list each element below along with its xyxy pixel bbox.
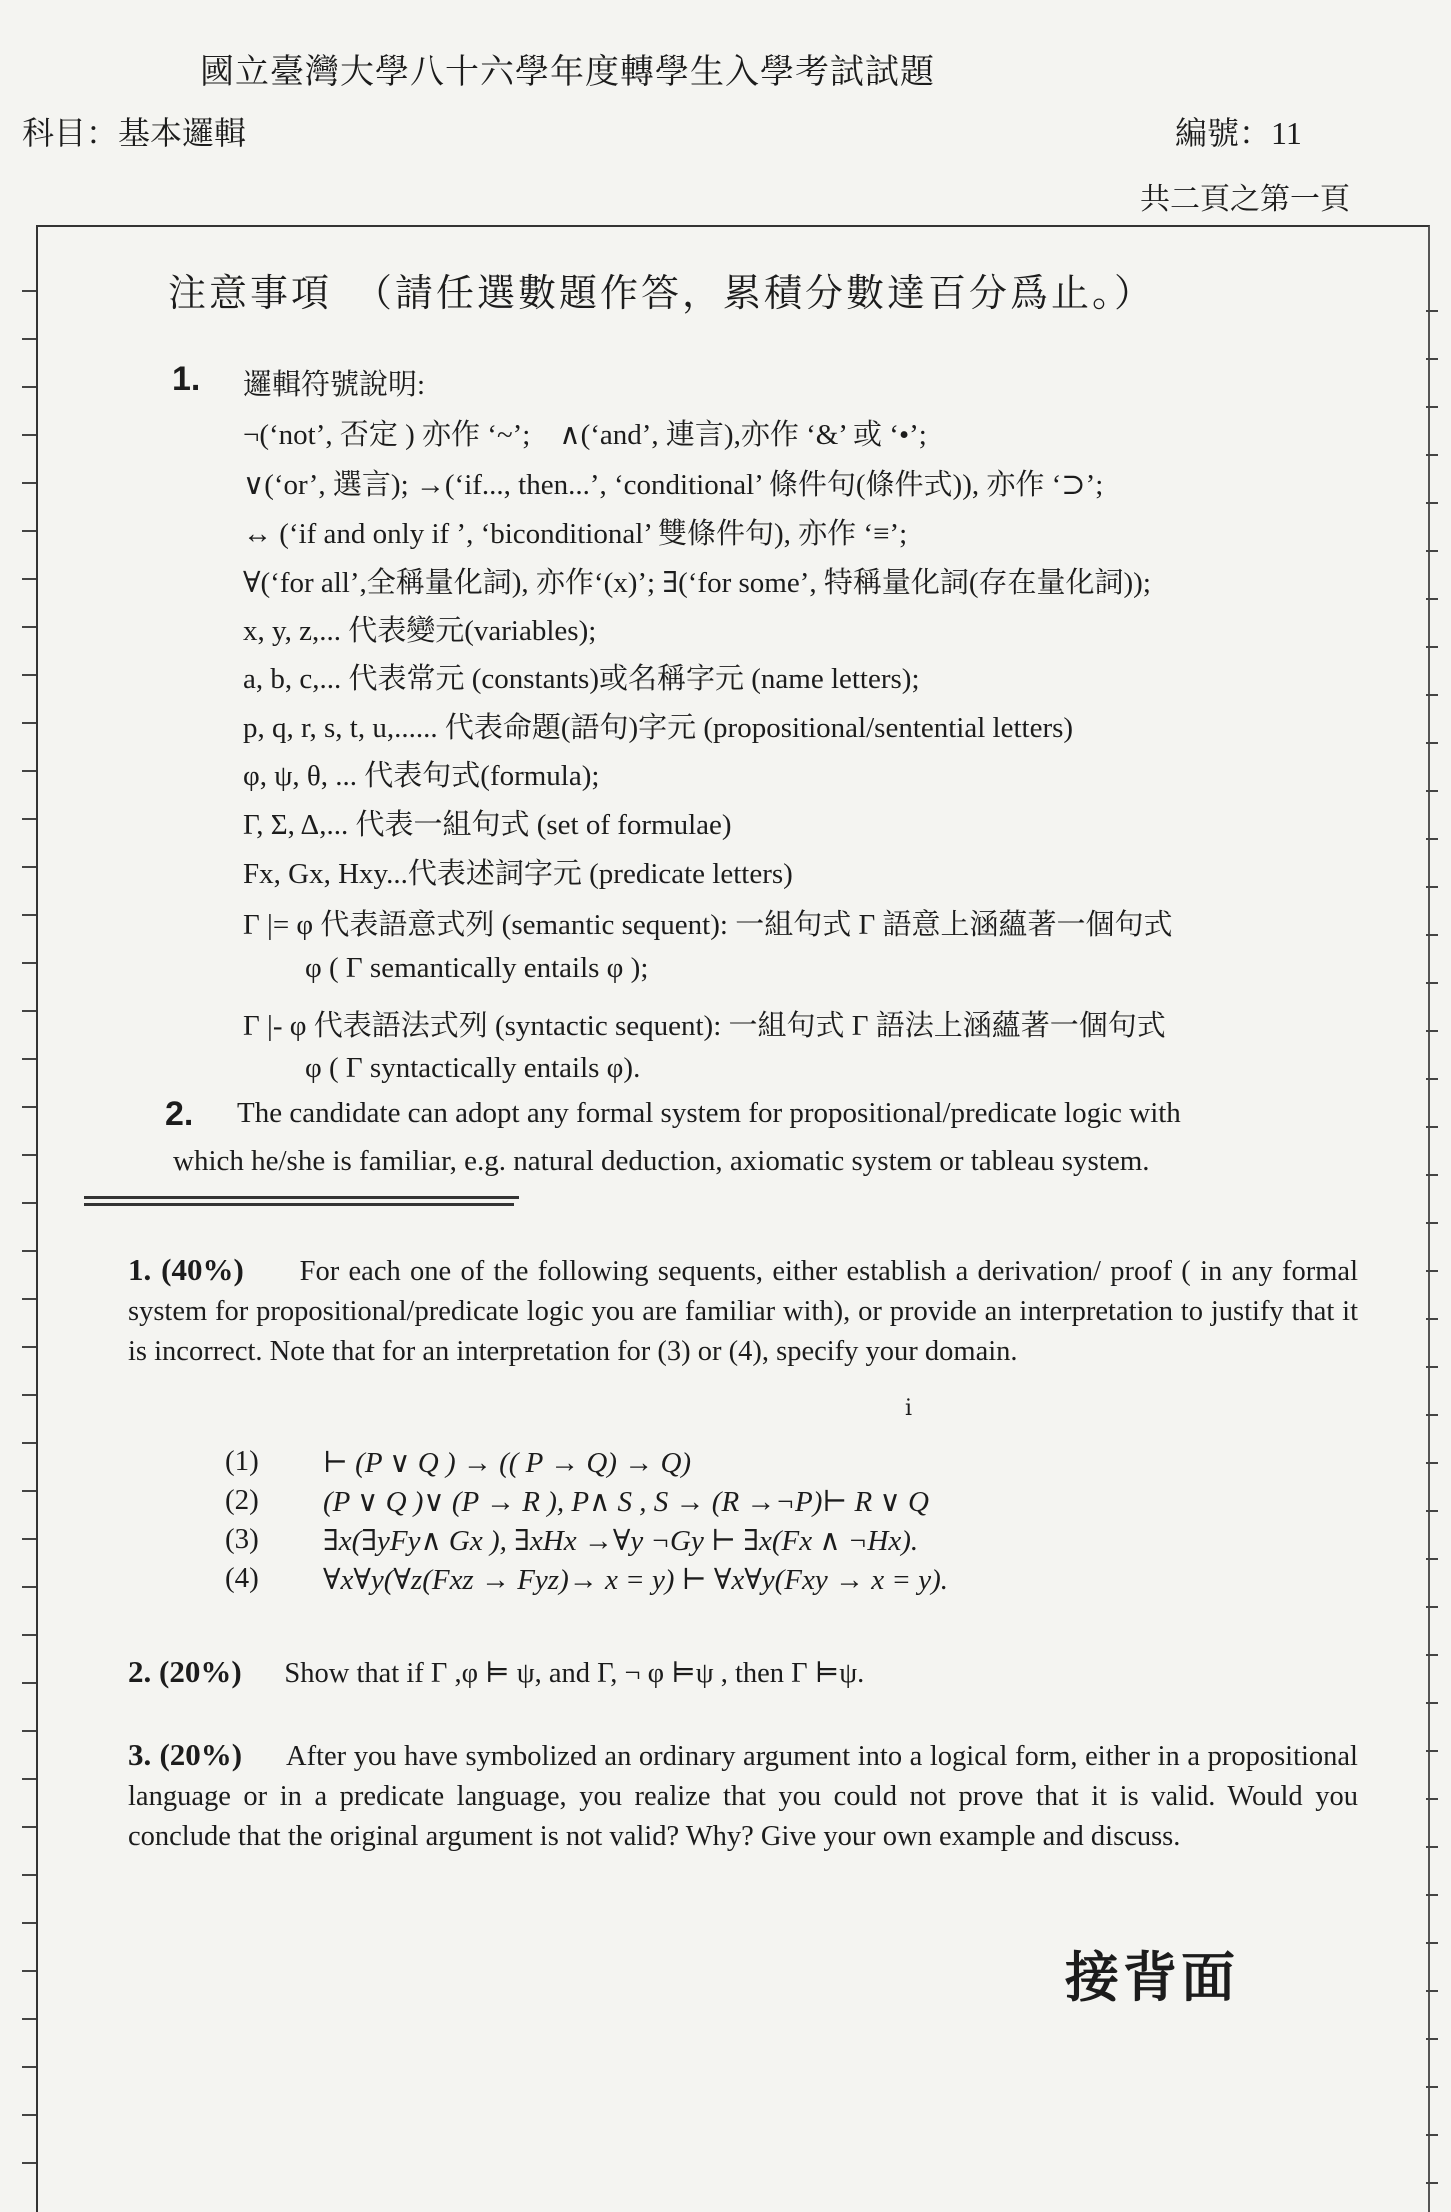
margin-tick (22, 1106, 36, 1108)
margin-tick (1426, 694, 1438, 696)
margin-tick (1426, 598, 1438, 600)
margin-tick (22, 1922, 36, 1924)
margin-tick (22, 482, 36, 484)
margin-tick (22, 1250, 36, 1252)
margin-tick (1426, 1798, 1438, 1800)
margin-tick (1426, 1510, 1438, 1512)
note-1-line: ↔ (‘if and only if ’, ‘biconditional’ 雙條件句), 亦作 ‘≡’; (243, 518, 908, 550)
note-1-line: ¬(‘not’, 否定 ) 亦作 ‘~’; ∧(‘and’, 連言),亦作 ‘&’ 或 ‘•’; (243, 419, 927, 451)
divider-line (84, 1196, 519, 1199)
margin-tick (22, 818, 36, 820)
margin-tick (1426, 1126, 1438, 1128)
margin-tick (22, 866, 36, 868)
margin-tick (1426, 1606, 1438, 1608)
note-1-line: 邏輯符號說明: (243, 369, 426, 401)
margin-tick (1426, 982, 1438, 984)
question-3-text: After you have symbolized an ordinary argument into a logical form, either in a propositional language or in a predicate language, you realize that you could not prove that it is valid. Would you conclude that the original argument is not valid? Why? Give your own example and discuss. (128, 1741, 1358, 1852)
margin-tick (1426, 310, 1438, 312)
margin-tick (22, 2066, 36, 2068)
margin-tick (22, 1826, 36, 1828)
margin-tick (22, 1394, 36, 1396)
margin-tick (22, 1346, 36, 1348)
note-1-line: p, q, r, s, t, u,...... 代表命題(語句)字元 (propositional/sentential letters) (243, 712, 1074, 744)
margin-tick (22, 962, 36, 964)
question-2-number: 2. (20%) (128, 1654, 242, 1689)
question-3 (128, 1735, 1358, 1857)
margin-tick (22, 674, 36, 676)
divider-line (84, 1203, 514, 1206)
margin-tick (22, 1442, 36, 1444)
margin-tick (22, 1202, 36, 1204)
note-1-line: Γ, Σ, Δ,... 代表一組句式 (set of formulae) (243, 809, 732, 841)
margin-tick (1426, 886, 1438, 888)
margin-tick (1426, 1750, 1438, 1752)
margin-tick (1426, 2182, 1438, 2184)
sequent-expression: (P ∨ Q )∨ (P → R ), P∧ S , S → (R →¬P)⊢ R ∨ Q (323, 1486, 929, 1518)
margin-tick (1426, 646, 1438, 648)
margin-tick (1426, 1174, 1438, 1176)
margin-tick (1426, 454, 1438, 456)
margin-tick (1426, 742, 1438, 744)
margin-tick (22, 1778, 36, 1780)
margin-tick (1426, 2038, 1438, 2040)
margin-tick (1426, 502, 1438, 504)
question-2-text: Show that if Γ ,φ ⊨ ψ, and Γ, ¬ φ ⊨ψ , then Γ ⊨ψ. (284, 1658, 865, 1689)
note-2-line: The candidate can adopt any formal system for propositional/predicate logic with (237, 1097, 1181, 1129)
margin-tick (22, 338, 36, 340)
margin-tick (1426, 838, 1438, 840)
note-1-line: φ ( Γ syntactically entails φ). (305, 1052, 641, 1084)
note-2-number: 2. (165, 1095, 194, 1133)
margin-tick (22, 1682, 36, 1684)
margin-tick (22, 2114, 36, 2116)
margin-tick (1426, 1414, 1438, 1416)
margin-tick (1426, 934, 1438, 936)
margin-tick (22, 2162, 36, 2164)
note-1-line: Γ |= φ 代表語意式列 (semantic sequent): 一組句式 Γ 語意上涵蘊著一個句式 (243, 909, 1173, 941)
margin-tick (22, 578, 36, 580)
margin-tick (22, 1634, 36, 1636)
sequent-expression: ⊢ (P ∨ Q ) → (( P → Q) → Q) (323, 1447, 692, 1479)
note-1-line: Fx, Gx, Hxy...代表述詞字元 (predicate letters) (243, 858, 793, 890)
handwritten-see-back: 接背面 (1065, 1945, 1239, 2009)
margin-tick (22, 722, 36, 724)
margin-tick (1426, 1366, 1438, 1368)
margin-tick (22, 1154, 36, 1156)
sequent-label: (3) (225, 1523, 259, 1555)
margin-tick (22, 1058, 36, 1060)
margin-tick (1426, 1990, 1438, 1992)
margin-tick (22, 434, 36, 436)
margin-tick (1426, 1558, 1438, 1560)
margin-tick (1426, 1078, 1438, 1080)
note-1-number: 1. (172, 360, 201, 398)
margin-tick (1426, 550, 1438, 552)
note-1-line: φ, ψ, θ, ... 代表句式(formula); (243, 760, 600, 792)
sequent-expression: ∀x∀y(∀z(Fxz → Fyz)→ x = y) ⊢ ∀x∀y(Fxy → x = y). (323, 1564, 948, 1596)
note-1-line: φ ( Γ semantically entails φ ); (305, 952, 649, 984)
margin-tick (22, 1730, 36, 1732)
margin-tick (22, 1298, 36, 1300)
margin-tick (1426, 1654, 1438, 1656)
margin-tick (22, 1490, 36, 1492)
question-3-number: 3. (20%) (128, 1737, 243, 1772)
margin-tick (22, 386, 36, 388)
sequent-expression: ∃x(∃yFy∧ Gx ), ∃xHx →∀y ¬Gy ⊢ ∃x(Fx ∧ ¬Hx). (323, 1525, 919, 1557)
margin-tick (22, 2018, 36, 2020)
margin-tick (22, 1586, 36, 1588)
exam-title: 國立臺灣大學八十六學年度轉學生入學考試試題 (200, 54, 935, 91)
margin-tick (1426, 2086, 1438, 2088)
stray-mark: ⅰ (905, 1395, 913, 1420)
margin-tick (1426, 790, 1438, 792)
question-1-text: For each one of the following sequents, either establish a derivation/ proof ( in any formal system for propositional/predicate logic you are familiar with), or provide an interpretation to justify that it is incorrect. Note that for an interpretation for (3) or (4), specify your domain. (128, 1256, 1358, 1367)
sequent-label: (4) (225, 1562, 259, 1594)
question-1-number: 1. (40%) (128, 1252, 244, 1287)
note-1-line: ∨(‘or’, 選言); →(‘if..., then...’, ‘conditional’ 條件句(條件式)), 亦作 ‘⊃’; (243, 469, 1104, 501)
margin-tick (22, 770, 36, 772)
sequent-label: (1) (225, 1445, 259, 1477)
margin-tick (1426, 1846, 1438, 1848)
exam-code: 編號：11 (1175, 115, 1302, 151)
margin-tick (22, 1874, 36, 1876)
page-count: 共二頁之第一頁 (1140, 183, 1350, 216)
margin-tick (22, 1538, 36, 1540)
margin-tick (1426, 2134, 1438, 2136)
notes-title: 注意事項 （請任選數題作答，累積分數達百分爲止。） (168, 273, 1156, 315)
margin-tick (22, 626, 36, 628)
margin-tick (1426, 1222, 1438, 1224)
note-2-line: which he/she is familiar, e.g. natural deduction, axiomatic system or tableau system. (173, 1145, 1150, 1177)
subject-label: 科目：基本邏輯 (22, 115, 247, 151)
margin-tick (22, 914, 36, 916)
note-1-line: a, b, c,... 代表常元 (constants)或名稱字元 (name letters); (243, 663, 920, 695)
question-1 (128, 1250, 1358, 1372)
margin-tick (22, 530, 36, 532)
margin-tick (1426, 406, 1438, 408)
margin-tick (1426, 1030, 1438, 1032)
note-1-line: Γ |- φ 代表語法式列 (syntactic sequent): 一組句式 Γ 語法上涵蘊著一個句式 (243, 1010, 1166, 1042)
margin-tick (1426, 1270, 1438, 1272)
question-2 (128, 1652, 1358, 1694)
margin-tick (1426, 1894, 1438, 1896)
sequent-label: (2) (225, 1484, 259, 1516)
margin-tick (1426, 1702, 1438, 1704)
margin-tick (22, 1970, 36, 1972)
margin-tick (1426, 1318, 1438, 1320)
note-1-line: ∀(‘for all’,全稱量化詞), 亦作‘(x)’; ∃(‘for some’, 特稱量化詞(存在量化詞)); (243, 567, 1151, 599)
margin-tick (22, 290, 36, 292)
margin-tick (1426, 1942, 1438, 1944)
margin-tick (1426, 1462, 1438, 1464)
margin-tick (22, 1010, 36, 1012)
note-1-line: x, y, z,... 代表變元(variables); (243, 615, 597, 647)
margin-tick (1426, 358, 1438, 360)
